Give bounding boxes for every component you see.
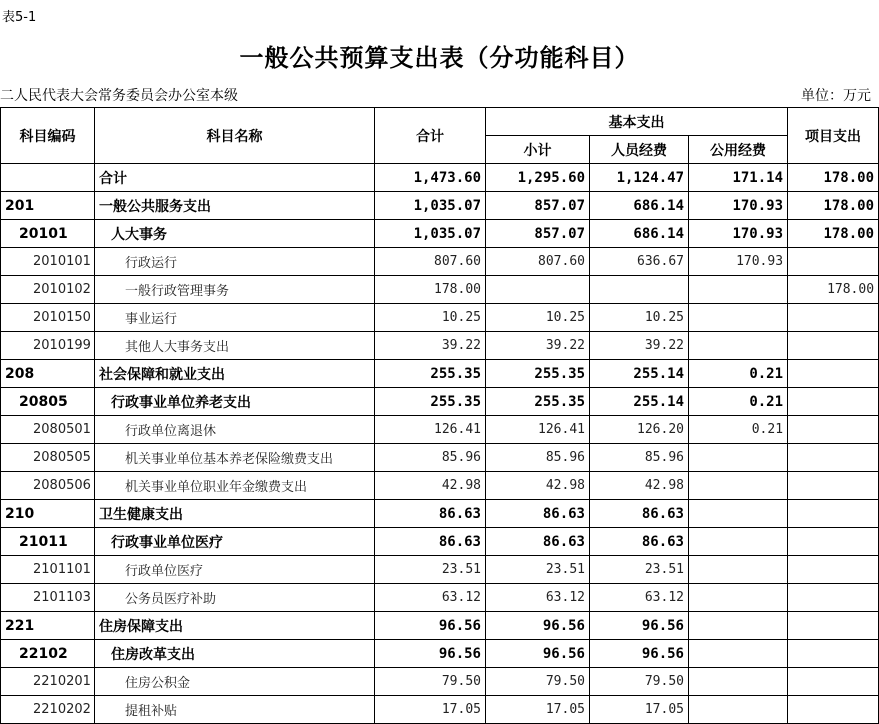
page-title: 一般公共预算支出表（分功能科目） <box>239 44 640 72</box>
cell-total: 79.50 <box>375 668 486 696</box>
cell-subtotal: 42.98 <box>486 472 590 500</box>
cell-code: 2210202 <box>1 696 95 724</box>
cell-name: 行政事业单位医疗 <box>95 528 375 556</box>
cell-personnel: 686.14 <box>590 192 689 220</box>
table-row <box>1 668 879 696</box>
cell-subtotal: 96.56 <box>486 640 590 668</box>
cell-subtotal: 255.35 <box>486 360 590 388</box>
cell-subtotal: 23.51 <box>486 556 590 584</box>
cell-public: 0.21 <box>689 388 788 416</box>
cell-personnel: 636.67 <box>590 248 689 276</box>
cell-code: 2101103 <box>1 584 95 612</box>
cell-project: 178.00 <box>788 220 879 248</box>
cell-personnel: 86.63 <box>590 528 689 556</box>
cell-public <box>689 696 788 724</box>
cell-project <box>788 584 879 612</box>
cell-public <box>689 640 788 668</box>
cell-project <box>788 612 879 640</box>
cell-total: 96.56 <box>375 640 486 668</box>
cell-project <box>788 472 879 500</box>
cell-project <box>788 556 879 584</box>
cell-code: 20101 <box>1 220 95 248</box>
budget-table <box>0 107 879 724</box>
cell-code: 208 <box>1 360 95 388</box>
cell-code: 201 <box>1 192 95 220</box>
cell-subtotal: 1,295.60 <box>486 164 590 192</box>
cell-project <box>788 304 879 332</box>
cell-name: 公务员医疗补助 <box>95 584 375 612</box>
cell-code: 2010150 <box>1 304 95 332</box>
table-header <box>1 108 879 164</box>
header-public: 公用经费 <box>689 136 788 164</box>
cell-total: 96.56 <box>375 612 486 640</box>
cell-subtotal: 86.63 <box>486 528 590 556</box>
cell-personnel: 96.56 <box>590 640 689 668</box>
cell-total: 178.00 <box>375 276 486 304</box>
cell-public <box>689 668 788 696</box>
cell-code: 21011 <box>1 528 95 556</box>
cell-subtotal <box>486 276 590 304</box>
cell-subtotal: 96.56 <box>486 612 590 640</box>
cell-name: 行政事业单位养老支出 <box>95 388 375 416</box>
cell-public: 171.14 <box>689 164 788 192</box>
header-name: 科目名称 <box>95 108 375 164</box>
cell-total: 1,035.07 <box>375 192 486 220</box>
header-subtotal: 小计 <box>486 136 590 164</box>
cell-subtotal: 39.22 <box>486 332 590 360</box>
cell-name: 其他人大事务支出 <box>95 332 375 360</box>
cell-name: 一般公共服务支出 <box>95 192 375 220</box>
cell-name: 行政单位医疗 <box>95 556 375 584</box>
header-personnel: 人员经费 <box>590 136 689 164</box>
cell-public <box>689 584 788 612</box>
cell-code: 22102 <box>1 640 95 668</box>
cell-total: 10.25 <box>375 304 486 332</box>
table-row <box>1 556 879 584</box>
header-basic: 基本支出 <box>486 108 788 136</box>
cell-public: 170.93 <box>689 248 788 276</box>
cell-code: 2101101 <box>1 556 95 584</box>
cell-subtotal: 857.07 <box>486 220 590 248</box>
cell-public <box>689 304 788 332</box>
cell-total: 1,473.60 <box>375 164 486 192</box>
cell-total: 42.98 <box>375 472 486 500</box>
cell-public <box>689 276 788 304</box>
cell-personnel: 1,124.47 <box>590 164 689 192</box>
cell-name: 住房公积金 <box>95 668 375 696</box>
cell-code: 2080501 <box>1 416 95 444</box>
cell-project <box>788 360 879 388</box>
cell-public <box>689 556 788 584</box>
cell-subtotal: 255.35 <box>486 388 590 416</box>
cell-personnel: 86.63 <box>590 500 689 528</box>
table-row <box>1 528 879 556</box>
cell-name: 住房改革支出 <box>95 640 375 668</box>
table-row <box>1 304 879 332</box>
cell-total: 39.22 <box>375 332 486 360</box>
cell-personnel: 17.05 <box>590 696 689 724</box>
cell-total: 86.63 <box>375 528 486 556</box>
table-row <box>1 388 879 416</box>
cell-code: 2010199 <box>1 332 95 360</box>
cell-personnel: 255.14 <box>590 360 689 388</box>
cell-code: 2010102 <box>1 276 95 304</box>
cell-project <box>788 528 879 556</box>
cell-name: 社会保障和就业支出 <box>95 360 375 388</box>
table-row <box>1 612 879 640</box>
cell-project <box>788 444 879 472</box>
cell-total: 63.12 <box>375 584 486 612</box>
cell-public: 170.93 <box>689 192 788 220</box>
table-row <box>1 192 879 220</box>
cell-total: 85.96 <box>375 444 486 472</box>
cell-personnel: 85.96 <box>590 444 689 472</box>
cell-personnel: 39.22 <box>590 332 689 360</box>
cell-name: 事业运行 <box>95 304 375 332</box>
cell-personnel: 42.98 <box>590 472 689 500</box>
cell-personnel: 686.14 <box>590 220 689 248</box>
cell-total: 86.63 <box>375 500 486 528</box>
table-row <box>1 276 879 304</box>
cell-personnel: 23.51 <box>590 556 689 584</box>
cell-public: 0.21 <box>689 416 788 444</box>
cell-project <box>788 668 879 696</box>
header-total: 合计 <box>375 108 486 164</box>
cell-code: 2080506 <box>1 472 95 500</box>
header-code: 科目编码 <box>1 108 95 164</box>
cell-public <box>689 500 788 528</box>
table-row <box>1 220 879 248</box>
cell-public: 0.21 <box>689 360 788 388</box>
cell-subtotal: 857.07 <box>486 192 590 220</box>
cell-total: 126.41 <box>375 416 486 444</box>
cell-personnel: 79.50 <box>590 668 689 696</box>
cell-name: 人大事务 <box>95 220 375 248</box>
cell-project <box>788 500 879 528</box>
cell-code: 2210201 <box>1 668 95 696</box>
cell-project <box>788 332 879 360</box>
cell-personnel: 10.25 <box>590 304 689 332</box>
cell-personnel: 63.12 <box>590 584 689 612</box>
unit-name: 二人民代表大会常务委员会办公室本级 <box>0 88 238 104</box>
header-project: 项目支出 <box>788 108 879 164</box>
table-row <box>1 472 879 500</box>
cell-subtotal: 63.12 <box>486 584 590 612</box>
cell-personnel: 255.14 <box>590 388 689 416</box>
cell-total: 23.51 <box>375 556 486 584</box>
cell-name: 合计 <box>95 164 375 192</box>
cell-code: 2080505 <box>1 444 95 472</box>
cell-subtotal: 86.63 <box>486 500 590 528</box>
cell-name: 提租补贴 <box>95 696 375 724</box>
cell-total: 17.05 <box>375 696 486 724</box>
table-row <box>1 640 879 668</box>
cell-subtotal: 85.96 <box>486 444 590 472</box>
cell-public <box>689 444 788 472</box>
cell-name: 行政单位离退休 <box>95 416 375 444</box>
cell-code: 221 <box>1 612 95 640</box>
cell-total: 255.35 <box>375 388 486 416</box>
table-row <box>1 332 879 360</box>
cell-public <box>689 612 788 640</box>
cell-project <box>788 248 879 276</box>
cell-public <box>689 472 788 500</box>
cell-project: 178.00 <box>788 192 879 220</box>
cell-project: 178.00 <box>788 276 879 304</box>
table-row <box>1 248 879 276</box>
table-body <box>1 164 879 724</box>
table-row <box>1 360 879 388</box>
table-row <box>1 696 879 724</box>
cell-subtotal: 126.41 <box>486 416 590 444</box>
cell-name: 住房保障支出 <box>95 612 375 640</box>
cell-code: 20805 <box>1 388 95 416</box>
cell-personnel: 126.20 <box>590 416 689 444</box>
cell-project <box>788 416 879 444</box>
cell-personnel <box>590 276 689 304</box>
cell-total: 1,035.07 <box>375 220 486 248</box>
cell-subtotal: 10.25 <box>486 304 590 332</box>
cell-total: 255.35 <box>375 360 486 388</box>
cell-public <box>689 332 788 360</box>
table-row <box>1 584 879 612</box>
cell-total: 807.60 <box>375 248 486 276</box>
table-row <box>1 500 879 528</box>
cell-subtotal: 807.60 <box>486 248 590 276</box>
cell-code: 210 <box>1 500 95 528</box>
cell-project <box>788 388 879 416</box>
table-row <box>1 444 879 472</box>
cell-code <box>1 164 95 192</box>
cell-public <box>689 528 788 556</box>
cell-name: 机关事业单位职业年金缴费支出 <box>95 472 375 500</box>
cell-name: 机关事业单位基本养老保险缴费支出 <box>95 444 375 472</box>
cell-project: 178.00 <box>788 164 879 192</box>
cell-name: 行政运行 <box>95 248 375 276</box>
cell-name: 一般行政管理事务 <box>95 276 375 304</box>
table-row <box>1 164 879 192</box>
cell-personnel: 96.56 <box>590 612 689 640</box>
table-number: 表5-1 <box>2 10 37 25</box>
unit-label: 单位：万元 <box>801 88 871 104</box>
cell-subtotal: 79.50 <box>486 668 590 696</box>
cell-project <box>788 696 879 724</box>
cell-name: 卫生健康支出 <box>95 500 375 528</box>
cell-code: 2010101 <box>1 248 95 276</box>
table-row <box>1 416 879 444</box>
cell-subtotal: 17.05 <box>486 696 590 724</box>
cell-public: 170.93 <box>689 220 788 248</box>
cell-project <box>788 640 879 668</box>
